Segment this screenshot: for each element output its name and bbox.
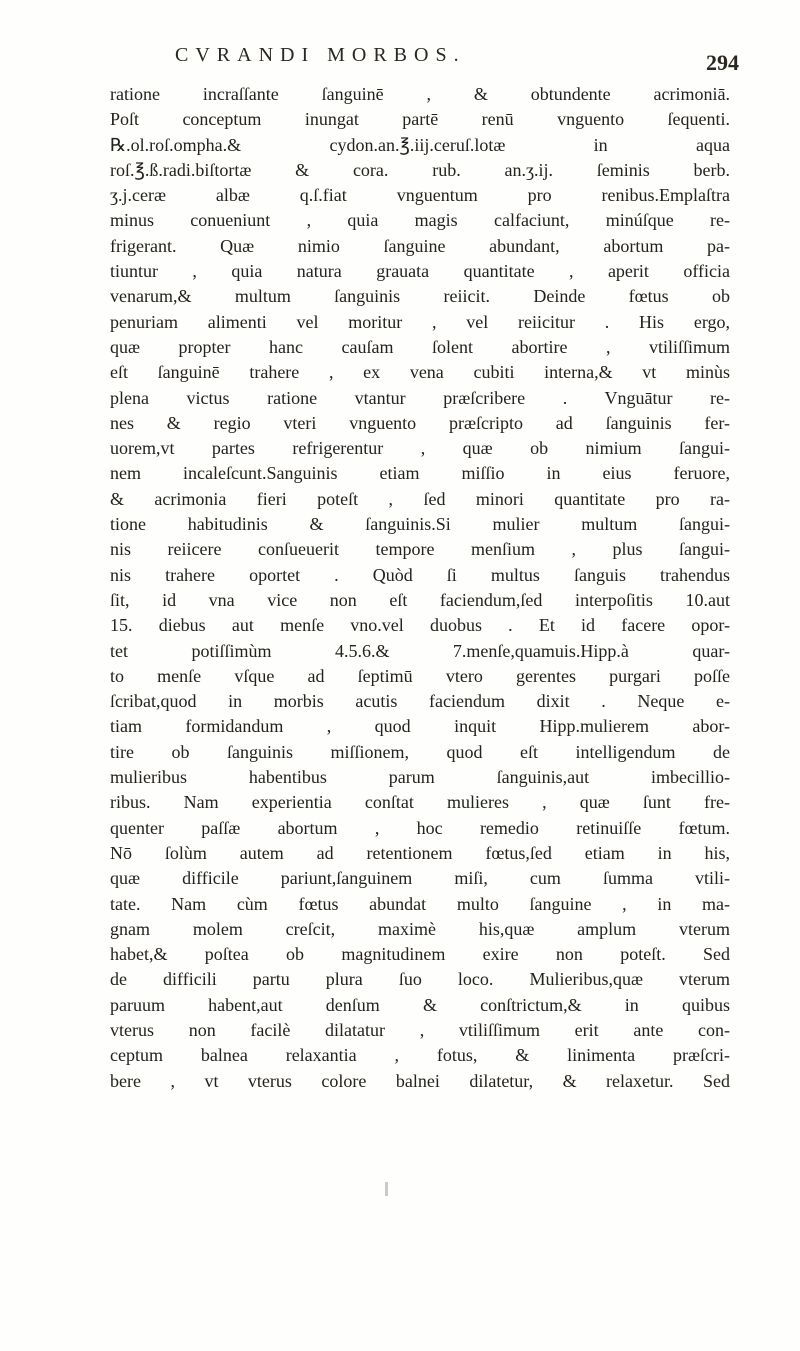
page-number: 294: [706, 50, 739, 75]
text-line: 15. diebus aut menſe vno.vel duobus . Et id facere opor-: [110, 615, 730, 636]
text-line: ℞.ol.roſ.ompha.& cydon.an.℥.iij.ceruſ.lotæ in aqua: [110, 134, 730, 155]
scan-mark: [385, 1182, 388, 1196]
text-line: quenter paſſæ abortum , hoc remedio retinuiſſe fœtum.: [110, 817, 730, 838]
text-line: tiuntur , quia natura grauata quantitate , aperit officia: [110, 261, 730, 282]
running-head-title: CVRANDI MORBOS.: [175, 44, 466, 66]
text-line: tate. Nam cùm fœtus abundat multo ſanguine , in ma-: [110, 893, 730, 914]
text-line: quæ propter hanc cauſam ſolent abortire , vtiliſſimum: [110, 336, 730, 357]
text-line: nis trahere oportet . Quòd ſi multus ſanguis trahendus: [110, 564, 730, 585]
text-line: plena victus ratione vtantur præſcribere . Vnguātur re-: [110, 387, 730, 408]
text-line: eſt ſanguinē trahere , ex vena cubiti interna,& vt minùs: [110, 362, 730, 383]
text-line: tet potiſſimùm 4.5.6.& 7.menſe,quamuis.Hipp.à quar-: [110, 640, 730, 661]
text-line: ratione incraſſante ſanguinē , & obtundente acrimoniā.: [110, 84, 730, 104]
text-line: venarum,& multum ſanguinis reiicit. Deinde fœtus ob: [110, 286, 730, 307]
text-line: mulieribus habentibus parum ſanguinis,aut imbecillio-: [110, 767, 730, 788]
text-line: tiam formidandum , quod inquit Hipp.mulierem abor-: [110, 716, 730, 737]
text-line: quæ difficile pariunt,ſanguinem miſi, cum ſumma vtili-: [110, 868, 730, 889]
text-line: Poſt conceptum inungat partē renū vnguento ſequenti.: [110, 109, 730, 130]
text-line: de difficili partu plura ſuo loco. Mulieribus,quæ vterum: [110, 969, 730, 990]
text-line: penuriam alimenti vel moritur , vel reiicitur . His ergo,: [110, 311, 730, 332]
text-line: roſ.℥.ß.radi.biſtortæ & cora. rub. an.ʒ.ij. ſeminis berb.: [110, 159, 730, 180]
body-text: [110, 82, 730, 1094]
text-line: Nō ſolùm autem ad retentionem fœtus,ſed etiam in his,: [110, 842, 730, 863]
text-line: ribus. Nam experientia conſtat mulieres , quæ ſunt fre-: [110, 792, 730, 813]
running-head: [0, 40, 800, 80]
text-line: ſit, id vna vice non eſt faciendum,ſed interpoſitis 10.aut: [110, 589, 730, 610]
text-line: gnam molem creſcit, maximè his,quæ amplum vterum: [110, 918, 730, 939]
text-line: & acrimonia fieri poteſt , ſed minori quantitate pro ra-: [110, 488, 730, 509]
text-line: uorem,vt partes refrigerentur , quæ ob nimium ſangui-: [110, 438, 730, 459]
text-line: tire ob ſanguinis miſſionem, quod eſt intelligendum de: [110, 741, 730, 762]
text-line: vterus non facilè dilatatur , vtiliſſimum erit ante con-: [110, 1019, 730, 1040]
text-line: ceptum balnea relaxantia , fotus, & linimenta præſcri-: [110, 1045, 730, 1066]
text-line: ſcribat,quod in morbis acutis faciendum dixit . Neque e-: [110, 691, 730, 712]
text-line: ʒ.j.ceræ albæ q.ſ.fiat vnguentum pro renibus.Emplaſtra: [110, 185, 730, 206]
text-line: to menſe vſque ad ſeptimū vtero gerentes purgari poſſe: [110, 665, 730, 686]
text-line: paruum habent,aut denſum & conſtrictum,& in quibus: [110, 994, 730, 1015]
text-line: nes & regio vteri vnguento præſcripto ad ſanguinis fer-: [110, 412, 730, 433]
text-line: tione habitudinis & ſanguinis.Si mulier multum ſangui-: [110, 514, 730, 535]
text-line: frigerant. Quæ nimio ſanguine abundant, abortum pa-: [110, 235, 730, 256]
text-line: minus conueniunt , quia magis calfaciunt, minúſque re-: [110, 210, 730, 231]
text-line: habet,& poſtea ob magnitudinem exire non poteſt. Sed: [110, 944, 730, 965]
text-line: nis reiicere conſueuerit tempore menſium , plus ſangui-: [110, 539, 730, 560]
text-line: nem incaleſcunt.Sanguinis etiam miſſio in eius feruore,: [110, 463, 730, 484]
text-line: bere , vt vterus colore balnei dilatetur, & relaxetur. Sed: [110, 1070, 730, 1091]
